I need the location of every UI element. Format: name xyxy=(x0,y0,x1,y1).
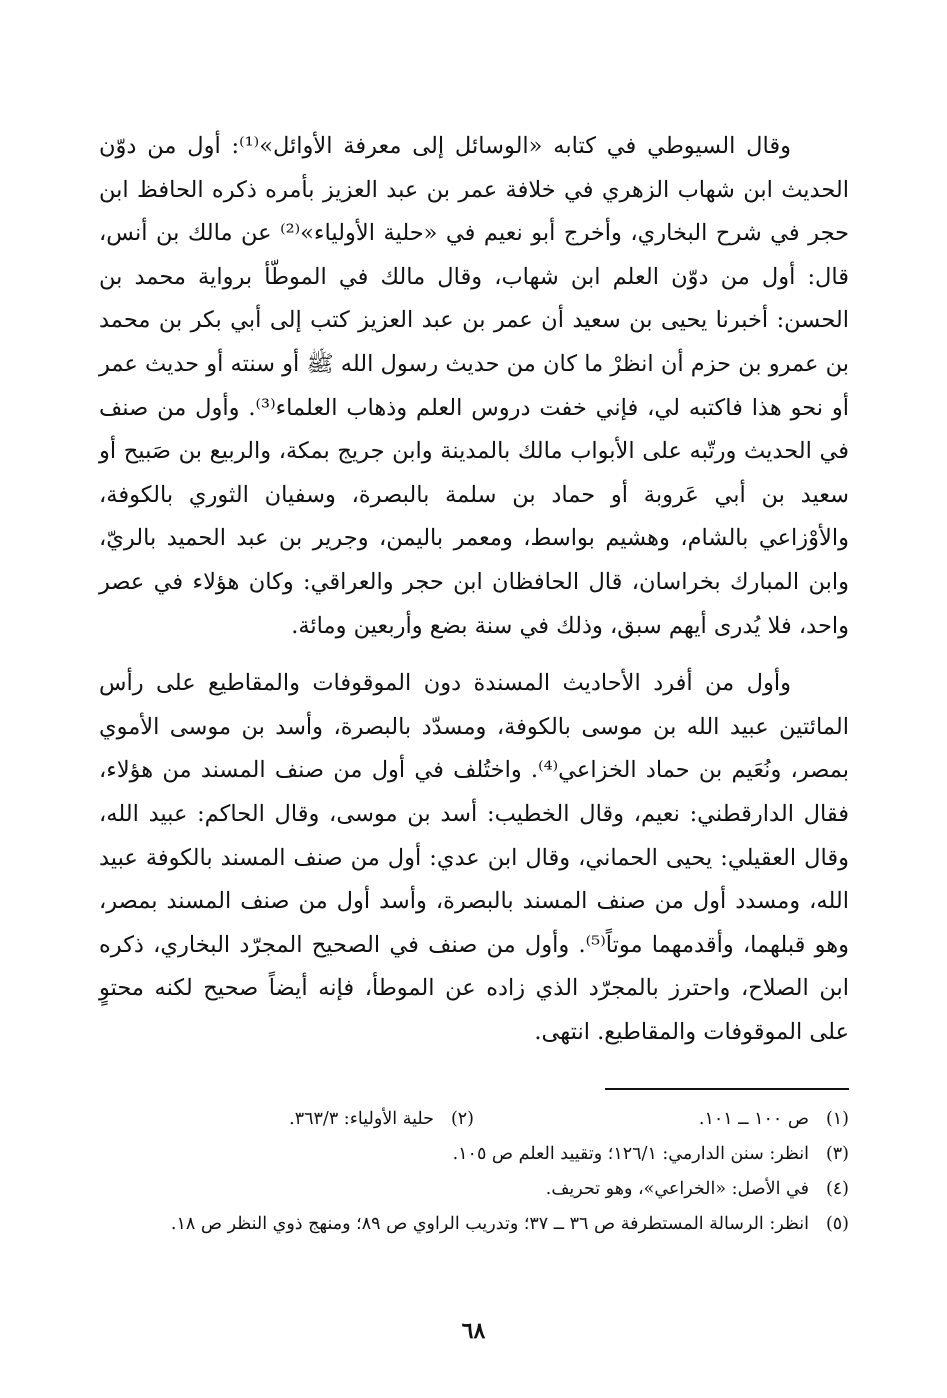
footnote-1 xyxy=(474,1102,849,1137)
footnote-rule-wrap xyxy=(99,1070,849,1090)
footnote-number: (٢) xyxy=(450,1109,474,1130)
footnote-row-1 xyxy=(99,1102,849,1137)
footnote-number: (٣) xyxy=(825,1144,849,1165)
footnote-separator xyxy=(605,1088,849,1090)
footnotes xyxy=(99,1102,849,1242)
footnote-text: في الأصل: «الخراعي»، وهو تحريف. xyxy=(545,1179,809,1200)
body-paragraph-1: وقال السيوطي في كتابه «الوسائل إلى معرفة الأوائل»⁽¹⁾: أول من دوّن الحديث ابن شهاب الزهري في خلافة عمر بن عبد العزيز بأمره ذكره الحافظ ابن حجر في شرح البخاري، وأخرج أبو نعيم في «حلية الأولياء»⁽²⁾ عن مالك بن أنس، قال: أول من دوّن العلم ابن شهاب، وقال مالك في الموطّأ برواية محمد بن الحسن: أخبرنا يحيى بن سعيد أن عمر بن عبد العزيز كتب إلى أبي بكر بن محمد بن عمرو بن حزم أن انظرْ ما كان من حديث رسول الله ﷺ أو سنته أو حديث عمر أو نحو هذا فاكتبه لي، فإني خفت دروس العلم وذهاب العلماء⁽³⁾. وأول من صنف في الحديث ورتّبه على الأبواب مالك بالمدينة وابن جريج بمكة، والربيع بن صَبيح أو سعيد بن أبي عَروبة أو حماد بن سلمة بالبصرة، وسفيان الثوري بالكوفة، والأوْزاعي بالشام، وهشيم بواسط، ومعمر باليمن، وجرير بن عبد الحميد بالريّ، وابن المبارك بخراسان، قال الحافظان ابن حجر والعراقي: وكان هؤلاء في عصر واحد، فلا يُدرى أيهم سبق، وذلك في سنة بضع وأربعين ومائة. xyxy=(99,133,850,639)
footnote-number: (١) xyxy=(825,1109,849,1130)
footnote-text: حلية الأولياء: ٣٦٣/٣. xyxy=(289,1109,434,1130)
footnote-text: انظر: الرسالة المستطرفة ص ٣٦ ــ ٣٧؛ وتدريب الراوي ص ٨٩؛ ومنهج ذوي النظر ص ١٨. xyxy=(170,1214,809,1235)
footnote-5 xyxy=(99,1207,849,1242)
footnote-2 xyxy=(99,1102,474,1137)
body-paragraph-2: وأول من أفرد الأحاديث المسندة دون الموقوفات والمقاطيع على رأس المائتين عبيد الله بن موسى بالكوفة، ومسدّد بالبصرة، وأسد بن موسى الأموي بمصر، ونُعَيم بن حماد الخزاعي⁽⁴⁾. واختُلف في أول من صنف المسند من هؤلاء، فقال الدارقطني: نعيم، وقال الخطيب: أسد بن موسى، وقال الحاكم: عبيد الله، وقال العقيلي: يحيى الحماني، وقال ابن عدي: أول من صنف المسند بالكوفة عبيد الله، ومسدد أول من صنف المسند بالبصرة، وأسد أول من صنف المسند بمصر، وهو قبلهما، وأقدمهما موتاً⁽⁵⁾. وأول من صنف في الصحيح المجرّد البخاري، ذكره ابن الصلاح، واحترز بالمجرّد الذي زاده عن الموطأ، فإنه أيضاً صحيح لكنه محتوٍ على الموقوفات والمقاطيع. انتهى. xyxy=(99,670,850,1045)
footnote-number: (٥) xyxy=(825,1214,849,1235)
footnote-text: ص ١٠٠ ــ ١٠١. xyxy=(698,1109,809,1130)
footnote-text: انظر: سنن الدارمي: ١٢٦/١؛ وتقييد العلم ص ١٠٥. xyxy=(452,1144,809,1165)
footnote-3 xyxy=(99,1137,849,1172)
page-number: ٦٨ xyxy=(461,1318,486,1344)
page-content xyxy=(99,125,849,1242)
footnote-number: (٤) xyxy=(825,1179,849,1200)
footnote-4 xyxy=(99,1172,849,1207)
